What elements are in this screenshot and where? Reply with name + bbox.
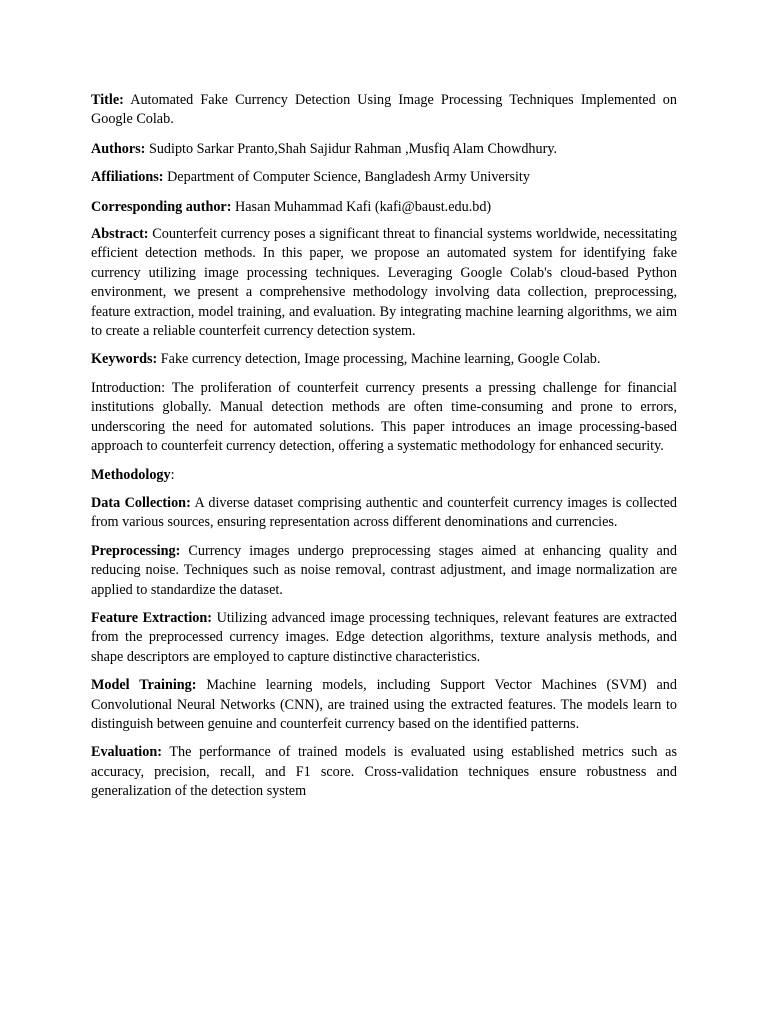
keywords-label: Keywords: (91, 351, 158, 368)
keywords-text: Fake currency detection, Image processing, Machine learning, Google Colab. (157, 351, 601, 368)
introduction-paragraph (91, 379, 677, 457)
corresponding-author-paragraph (91, 198, 677, 217)
data-collection-label: Data Collection: (91, 494, 191, 511)
corresponding-author-label: Corresponding author: (91, 198, 232, 215)
methodology-heading (91, 466, 677, 485)
affiliations-paragraph (91, 168, 677, 187)
feature-extraction-paragraph (91, 609, 677, 667)
title-paragraph (91, 91, 677, 130)
data-collection-text: A diverse dataset comprising authentic and counterfeit currency images is collected from various sources, ensuring representation across different denominations and currencies. (91, 494, 677, 531)
corresponding-author-text: Hasan Muhammad Kafi (kafi@baust.edu.bd) (231, 198, 492, 215)
data-collection-paragraph (91, 494, 677, 533)
affiliations-text: Department of Computer Science, Bangladesh Army University (163, 169, 530, 186)
model-training-text: Machine learning models, including Support Vector Machines (SVM) and Convolutional Neural Networks (CNN), are trained using the extracted features. The models learn to distinguish between genuine and counterfeit currency based on the identified patterns. (91, 677, 677, 732)
feature-extraction-text: Utilizing advanced image processing techniques, relevant features are extracted from the preprocessed currency images. Edge detection algorithms, texture analysis methods, and shape descriptors are employed to capture distinctive characteristics. (91, 609, 678, 665)
preprocessing-label: Preprocessing: (91, 542, 181, 559)
model-training-label: Model Training: (91, 677, 197, 694)
model-training-paragraph (91, 676, 677, 734)
authors-paragraph (91, 140, 677, 159)
affiliations-label: Affiliations: (91, 169, 164, 186)
keywords-paragraph (91, 350, 677, 369)
title-text: Automated Fake Currency Detection Using Image Processing Techniques Implemented on Google Colab. (91, 92, 677, 128)
evaluation-paragraph (91, 743, 677, 801)
methodology-label: Methodology (91, 466, 171, 483)
abstract-label: Abstract: (91, 226, 149, 243)
title-label: Title: (91, 92, 124, 108)
authors-label: Authors: (91, 140, 146, 157)
authors-text: Sudipto Sarkar Pranto,Shah Sajidur Rahman ,Musfiq Alam Chowdhury. (145, 140, 558, 157)
preprocessing-text: Currency images undergo preprocessing stages aimed at enhancing quality and reducing noise. Techniques such as noise removal, contrast adjustment, and image normalization are applied to standardize the dataset. (91, 542, 677, 598)
abstract-paragraph (91, 225, 677, 341)
methodology-colon: : (170, 466, 175, 483)
feature-extraction-label: Feature Extraction: (91, 609, 212, 626)
introduction-text: Introduction: The proliferation of counterfeit currency presents a pressing challenge for financial institutions globally. Manual detection methods are often time-consuming and prone to errors, underscoring the need for automated solutions. This paper introduces an image processing-based approach to counterfeit currency detection, offering a systematic methodology for enhanced security. (91, 379, 677, 455)
preprocessing-paragraph (91, 542, 677, 600)
abstract-text: Counterfeit currency poses a significant threat to financial systems worldwide, necessitating efficient detection methods. In this paper, we propose an automated system for identifying fake currency utilizing image processing techniques. Leveraging Google Colab's cloud-based Python environment, we present a comprehensive methodology involving data collection, preprocessing, feature extraction, model training, and evaluation. By integrating machine learning algorithms, we aim to create a reliable counterfeit currency detection system. (91, 226, 677, 340)
evaluation-text: The performance of trained models is evaluated using established metrics such as accuracy, precision, recall, and F1 score. Cross-validation techniques ensure robustness and generalization of the detection system (91, 744, 677, 800)
evaluation-label: Evaluation: (91, 744, 162, 761)
